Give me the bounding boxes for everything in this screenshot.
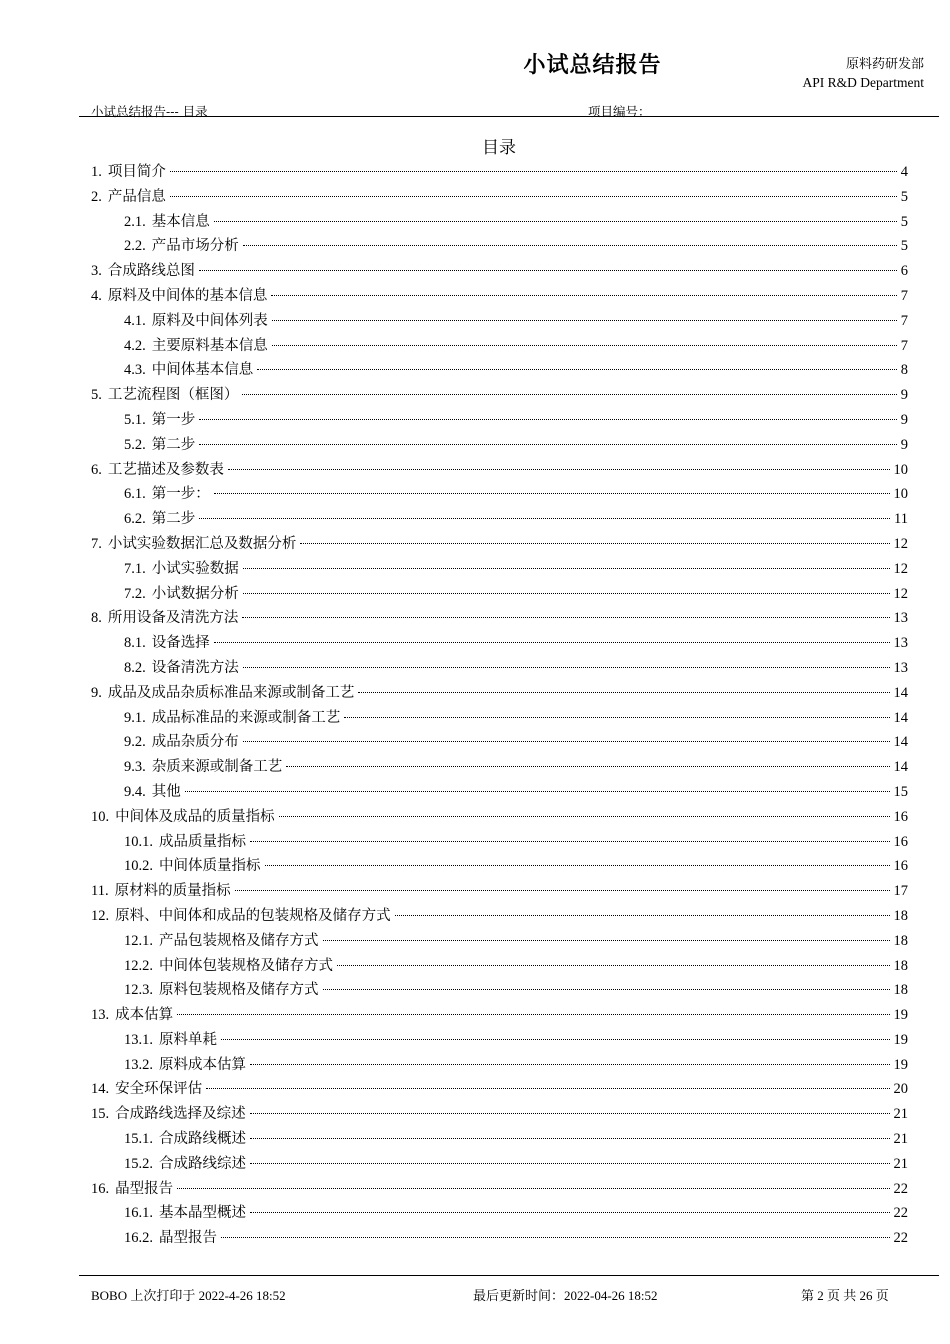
toc-dot-leader	[214, 221, 897, 222]
toc-dot-leader	[250, 1064, 890, 1065]
toc-dot-leader	[214, 493, 890, 494]
toc-entry-title: 所用设备及清洗方法	[107, 610, 239, 627]
toc-entry[interactable]	[91, 1003, 908, 1028]
toc-entry[interactable]	[91, 1102, 908, 1127]
toc-entry-title: 第二步	[151, 511, 196, 528]
toc-entry-page: 4	[900, 164, 908, 180]
toc-entry-page: 13	[893, 659, 908, 676]
toc-dot-leader	[177, 1014, 889, 1015]
toc-entry-title: 产品包装规格及储存方式	[159, 932, 319, 949]
toc-entry-number: 16.2.	[124, 1230, 153, 1247]
toc-entry-title: 中间体基本信息	[151, 362, 254, 379]
toc-entry-page: 7	[900, 312, 908, 329]
toc-entry[interactable]	[91, 160, 908, 185]
toc-entry-title: 原料、中间体和成品的包装规格及储存方式	[115, 907, 391, 924]
toc-dot-leader	[177, 1188, 889, 1189]
toc-dot-leader	[242, 617, 889, 618]
toc-entry-number: 4.1.	[124, 312, 146, 329]
toc-entry-number: 10.	[91, 808, 110, 825]
toc-entry-page: 12	[893, 585, 908, 602]
toc-entry-title: 杂质来源或制备工艺	[151, 759, 283, 776]
table-of-contents	[91, 160, 908, 1251]
toc-entry-title: 原料成本估算	[159, 1056, 246, 1073]
toc-entry-page: 10	[893, 486, 908, 503]
toc-entry-page: 7	[900, 287, 908, 304]
toc-entry-number: 9.4.	[124, 783, 146, 800]
toc-entry[interactable]	[91, 234, 908, 259]
department-en: API R&D Department	[802, 75, 924, 90]
toc-dot-leader	[199, 444, 897, 445]
toc-entry-title: 原料及中间体的基本信息	[107, 287, 268, 304]
toc-entry[interactable]	[91, 185, 908, 210]
toc-dot-leader	[272, 320, 897, 321]
toc-entry[interactable]	[91, 507, 908, 532]
department-block	[803, 56, 924, 92]
toc-entry-page: 5	[900, 238, 908, 255]
toc-entry-number: 5.	[91, 387, 102, 404]
toc-entry-number: 6.1.	[124, 486, 146, 503]
toc-entry-title: 其他	[151, 783, 181, 800]
toc-entry-number: 11.	[91, 883, 109, 900]
toc-entry-page: 8	[900, 362, 908, 379]
toc-dot-leader	[243, 741, 890, 742]
toc-entry-page: 9	[900, 411, 908, 428]
toc-entry[interactable]	[91, 532, 908, 557]
toc-dot-leader	[300, 543, 889, 544]
toc-entry-page: 21	[893, 1155, 908, 1172]
toc-entry-title: 中间体及成品的质量指标	[115, 808, 275, 825]
toc-entry-page: 16	[893, 833, 908, 850]
toc-entry[interactable]	[91, 1226, 908, 1251]
toc-dot-leader	[279, 816, 890, 817]
toc-dot-leader	[243, 568, 890, 569]
toc-entry-title: 成品杂质分布	[151, 734, 239, 751]
toc-dot-leader	[243, 593, 890, 594]
toc-dot-leader	[206, 1088, 889, 1089]
toc-entry-page: 16	[893, 858, 908, 875]
toc-entry-page: 18	[893, 932, 908, 949]
toc-entry-title: 设备选择	[151, 635, 210, 652]
toc-dot-leader	[323, 989, 890, 990]
toc-entry[interactable]	[91, 458, 908, 483]
toc-entry-number: 10.2.	[124, 858, 153, 875]
toc-dot-leader	[395, 915, 890, 916]
toc-entry-number: 15.1.	[124, 1131, 153, 1148]
toc-entry-page: 14	[893, 759, 908, 776]
toc-dot-leader	[235, 890, 890, 891]
toc-entry-page: 14	[893, 709, 908, 726]
toc-entry[interactable]	[91, 830, 908, 855]
toc-entry[interactable]	[91, 656, 908, 681]
toc-dot-leader	[250, 1163, 890, 1164]
toc-entry-title: 小试数据分析	[151, 585, 239, 602]
toc-entry-number: 8.	[91, 610, 102, 627]
toc-entry-title: 第一步	[151, 411, 196, 428]
footer-rule	[79, 1275, 939, 1276]
toc-entry[interactable]	[91, 1177, 908, 1202]
toc-entry-page: 18	[893, 907, 908, 924]
toc-entry-title: 原材料的质量指标	[114, 883, 231, 900]
toc-entry-title: 基本信息	[151, 213, 210, 230]
toc-entry[interactable]	[91, 309, 908, 334]
toc-entry-page: 19	[893, 1056, 908, 1073]
toc-entry[interactable]	[91, 730, 908, 755]
toc-entry[interactable]	[91, 383, 908, 408]
toc-entry[interactable]	[91, 780, 908, 805]
toc-entry-title: 中间体包装规格及储存方式	[159, 957, 333, 974]
toc-entry-number: 12.3.	[124, 982, 153, 999]
toc-entry-page: 18	[893, 957, 908, 974]
toc-entry-page: 16	[893, 808, 908, 825]
toc-entry-title: 第二步	[151, 436, 196, 453]
toc-dot-leader	[242, 394, 896, 395]
toc-entry-number: 1.	[91, 164, 102, 180]
toc-entry-number: 2.2.	[124, 238, 146, 255]
toc-entry-title: 第一步：	[151, 486, 210, 503]
toc-entry-page: 22	[893, 1230, 908, 1247]
toc-entry-number: 6.	[91, 461, 102, 478]
toc-entry-number: 10.1.	[124, 833, 153, 850]
toc-heading: 目录	[482, 138, 516, 158]
toc-entry-number: 9.1.	[124, 709, 146, 726]
toc-entry[interactable]	[91, 582, 908, 607]
toc-entry-title: 合成路线选择及综述	[115, 1106, 246, 1123]
toc-entry[interactable]	[91, 631, 908, 656]
toc-entry[interactable]	[91, 1053, 908, 1078]
toc-entry-number: 8.2.	[124, 659, 146, 676]
document-title: 小试总结报告	[523, 53, 662, 78]
toc-entry[interactable]	[91, 210, 908, 235]
toc-entry-title: 工艺流程图（框图）	[107, 387, 239, 404]
toc-entry-title: 中间体质量指标	[159, 858, 261, 875]
toc-entry-number: 15.2.	[124, 1155, 153, 1172]
toc-entry-number: 9.	[91, 684, 102, 701]
toc-entry[interactable]	[91, 259, 908, 284]
toc-dot-leader	[170, 196, 897, 197]
toc-entry-title: 晶型报告	[115, 1180, 174, 1197]
toc-entry[interactable]	[91, 854, 908, 879]
toc-entry-number: 4.	[91, 287, 102, 304]
toc-entry-page: 20	[893, 1081, 908, 1098]
toc-entry[interactable]	[91, 1127, 908, 1152]
footer-printed: BOBO 上次打印于 2022-4-26 18:52	[91, 1288, 286, 1303]
toc-entry-page: 21	[893, 1131, 908, 1148]
toc-dot-leader	[221, 1237, 890, 1238]
toc-entry-page: 9	[900, 436, 908, 453]
toc-entry[interactable]	[91, 557, 908, 582]
toc-entry-number: 9.3.	[124, 759, 146, 776]
header-section-label: 小试总结报告--- 目录	[91, 104, 208, 119]
toc-entry-title: 成品质量指标	[159, 833, 246, 850]
toc-entry[interactable]	[91, 358, 908, 383]
toc-entry[interactable]	[91, 929, 908, 954]
toc-entry-title: 合成路线综述	[159, 1155, 246, 1172]
toc-entry-page: 13	[893, 610, 908, 627]
toc-entry-title: 小试实验数据汇总及数据分析	[107, 535, 297, 552]
toc-entry-number: 12.2.	[124, 957, 153, 974]
toc-dot-leader	[265, 865, 890, 866]
toc-entry[interactable]	[91, 1152, 908, 1177]
toc-entry-page: 6	[900, 263, 908, 280]
toc-entry-title: 原料及中间体列表	[151, 312, 268, 329]
toc-entry-page: 11	[894, 511, 908, 528]
toc-entry-page: 17	[893, 883, 908, 900]
department-cn: 原料药研发部	[845, 57, 924, 72]
toc-dot-leader	[286, 766, 889, 767]
toc-entry-page: 10	[893, 461, 908, 478]
toc-dot-leader	[185, 791, 890, 792]
toc-entry-title: 原料包装规格及储存方式	[159, 982, 319, 999]
toc-entry-page: 12	[893, 535, 908, 552]
toc-dot-leader	[228, 469, 890, 470]
toc-entry-number: 13.1.	[124, 1031, 153, 1048]
toc-entry[interactable]	[91, 606, 908, 631]
header-rule	[79, 116, 939, 117]
toc-entry[interactable]	[91, 1201, 908, 1226]
toc-entry-number: 6.2.	[124, 511, 146, 528]
toc-entry[interactable]	[91, 978, 908, 1003]
toc-entry-number: 13.	[91, 1007, 110, 1024]
toc-entry-number: 5.2.	[124, 436, 146, 453]
toc-entry-number: 13.2.	[124, 1056, 153, 1073]
toc-entry[interactable]	[91, 879, 908, 904]
toc-entry-title: 项目简介	[107, 164, 166, 180]
toc-dot-leader	[358, 692, 889, 693]
toc-entry-number: 16.	[91, 1180, 110, 1197]
toc-dot-leader	[250, 1138, 890, 1139]
toc-entry-page: 5	[900, 213, 908, 230]
toc-entry[interactable]	[91, 904, 908, 929]
toc-entry-title: 合成路线概述	[159, 1131, 246, 1148]
toc-entry-title: 成品标准品的来源或制备工艺	[151, 709, 341, 726]
footer-updated: 最后更新时间：2022-04-26 18:52	[473, 1288, 658, 1303]
toc-dot-leader	[344, 717, 889, 718]
toc-entry-title: 设备清洗方法	[151, 659, 239, 676]
toc-entry-number: 7.2.	[124, 585, 146, 602]
toc-entry-number: 16.1.	[124, 1205, 153, 1222]
toc-entry[interactable]	[91, 1077, 908, 1102]
toc-dot-leader	[199, 419, 897, 420]
toc-entry-title: 产品市场分析	[151, 238, 239, 255]
toc-entry-number: 5.1.	[124, 411, 146, 428]
toc-entry-title: 晶型报告	[159, 1230, 217, 1247]
toc-dot-leader	[257, 369, 897, 370]
toc-entry-number: 7.1.	[124, 560, 146, 577]
toc-entry-title: 工艺描述及参数表	[107, 461, 224, 478]
toc-entry[interactable]	[91, 408, 908, 433]
toc-entry-page: 15	[893, 783, 908, 800]
toc-dot-leader	[250, 841, 890, 842]
toc-entry-title: 基本晶型概述	[159, 1205, 246, 1222]
toc-entry-page: 5	[900, 188, 908, 205]
toc-entry-number: 3.	[91, 263, 102, 280]
toc-entry-number: 14.	[91, 1081, 110, 1098]
toc-entry[interactable]	[91, 482, 908, 507]
toc-entry-number: 15.	[91, 1106, 110, 1123]
toc-dot-leader	[221, 1039, 890, 1040]
toc-entry-title: 产品信息	[107, 188, 166, 205]
toc-entry[interactable]	[91, 954, 908, 979]
toc-dot-leader	[199, 518, 890, 519]
toc-entry-number: 12.1.	[124, 932, 153, 949]
toc-entry-page: 19	[893, 1031, 908, 1048]
toc-dot-leader	[243, 667, 890, 668]
toc-entry-page: 12	[893, 560, 908, 577]
toc-entry-page: 19	[893, 1007, 908, 1024]
toc-entry-number: 4.2.	[124, 337, 146, 354]
toc-entry[interactable]	[91, 1028, 908, 1053]
toc-entry-page: 13	[893, 635, 908, 652]
toc-entry[interactable]	[91, 706, 908, 731]
footer-page-info: 第 2 页 共 26 页	[801, 1288, 889, 1303]
toc-entry[interactable]	[91, 681, 908, 706]
toc-entry-page: 22	[893, 1205, 908, 1222]
toc-entry[interactable]	[91, 334, 908, 359]
toc-entry-title: 安全环保评估	[115, 1081, 203, 1098]
toc-dot-leader	[199, 270, 897, 271]
toc-entry-number: 9.2.	[124, 734, 146, 751]
toc-entry-number: 2.	[91, 188, 102, 205]
toc-entry-title: 成本估算	[115, 1007, 174, 1024]
toc-entry-number: 8.1.	[124, 635, 146, 652]
toc-dot-leader	[272, 345, 897, 346]
toc-dot-leader	[170, 171, 897, 172]
toc-entry-page: 9	[900, 387, 908, 404]
toc-dot-leader	[337, 965, 890, 966]
toc-entry-title: 原料单耗	[159, 1031, 217, 1048]
toc-entry-page: 22	[893, 1180, 908, 1197]
toc-dot-leader	[271, 295, 896, 296]
toc-entry[interactable]	[91, 284, 908, 309]
toc-entry-title: 主要原料基本信息	[151, 337, 268, 354]
toc-entry-number: 7.	[91, 535, 102, 552]
toc-entry-page: 18	[893, 982, 908, 999]
toc-dot-leader	[250, 1212, 890, 1213]
toc-dot-leader	[214, 642, 890, 643]
toc-entry-title: 合成路线总图	[107, 263, 195, 280]
toc-dot-leader	[323, 940, 890, 941]
toc-entry-title: 小试实验数据	[151, 560, 239, 577]
toc-dot-leader	[250, 1113, 890, 1114]
toc-entry-page: 14	[893, 734, 908, 751]
toc-entry-number: 12.	[91, 907, 110, 924]
toc-entry-page: 21	[893, 1106, 908, 1123]
toc-entry[interactable]	[91, 755, 908, 780]
toc-entry-page: 14	[893, 684, 908, 701]
toc-entry-title: 成品及成品杂质标准品来源或制备工艺	[107, 684, 355, 701]
header-project-number: 项目编号：	[588, 104, 651, 119]
toc-entry-page: 7	[900, 337, 908, 354]
toc-entry-number: 2.1.	[124, 213, 146, 230]
toc-dot-leader	[243, 245, 897, 246]
toc-entry[interactable]	[91, 433, 908, 458]
toc-entry[interactable]	[91, 805, 908, 830]
toc-entry-number: 4.3.	[124, 362, 146, 379]
